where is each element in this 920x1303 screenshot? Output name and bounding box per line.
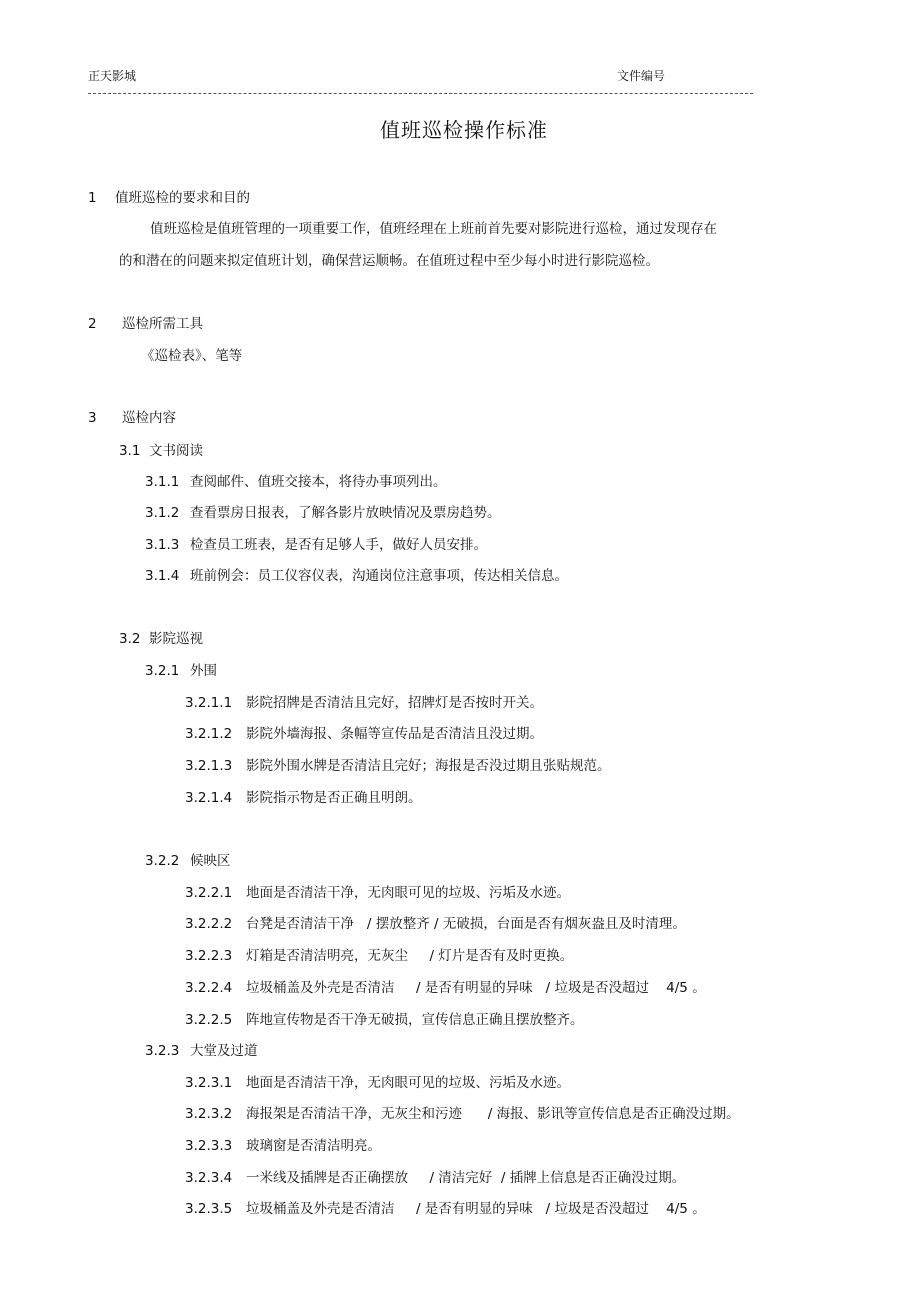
list-item-text: 阵地宣传物是否干净无破损，宣传信息正确且摆放整齐。 — [246, 1012, 584, 1028]
doc-number-label: 文件编号 — [617, 69, 666, 83]
list-item-text: 查看票房日报表，了解各影片放映情况及票房趋势。 — [190, 505, 501, 521]
list-item-text: 班前例会：员工仪容仪表，沟通岗位注意事项，传达相关信息。 — [190, 568, 568, 584]
list-item-number: 3.2.1.2 — [185, 726, 233, 742]
list-item-number: 3.2.1.3 — [185, 758, 233, 774]
list-item-number: 3.2.1.4 — [185, 790, 233, 806]
list-item-number: 3.2.3.5 — [185, 1201, 233, 1217]
list-item-number: 3.1.2 — [145, 505, 180, 521]
list-item-text: 玻璃窗是否清洁明亮。 — [246, 1138, 381, 1154]
list-item-number: 3.2.2.4 — [185, 980, 233, 996]
list-item-text: 检查员工班表，是否有足够人手，做好人员安排。 — [190, 537, 487, 553]
list-item-number: 3.1.3 — [145, 537, 180, 553]
list-item-text: 影院指示物是否正确且明朗。 — [246, 790, 422, 806]
list-item-number: 3.1.4 — [145, 568, 180, 584]
list-item-number: 3.2.3.3 — [185, 1138, 233, 1154]
list-item-text: 影院外围水牌是否清洁且完好；海报是否没过期且张贴规范。 — [246, 758, 611, 774]
page-title: 值班巡检操作标准 — [380, 118, 548, 142]
list-item-number: 3.2.3.1 — [185, 1075, 233, 1091]
list-item-text: 地面是否清洁干净，无肉眼可见的垃圾、污垢及水迹。 — [246, 1075, 570, 1091]
list-item-text: 垃圾桶盖及外壳是否清洁 / 是否有明显的异味 / 垃圾是否没超过 4/5 。 — [246, 1201, 706, 1217]
section-3-2-3-number: 3.2.3 — [145, 1043, 180, 1059]
list-item-text: 海报架是否清洁干净，无灰尘和污迹 / 海报、影讯等宣传信息是否正确没过期。 — [246, 1106, 740, 1122]
section-3-2-2-heading: 候映区 — [190, 853, 231, 869]
section-1-number: 1 — [88, 190, 97, 206]
section-3-heading: 巡检内容 — [122, 410, 176, 426]
section-3-2-number: 3.2 — [119, 631, 141, 647]
section-1-heading: 值班巡检的要求和目的 — [115, 190, 250, 206]
list-item-number: 3.2.2.1 — [185, 885, 233, 901]
list-item-number: 3.2.2.3 — [185, 948, 233, 964]
list-item-text: 台凳是否清洁干净 / 摆放整齐 / 无破损，台面是否有烟灰盎且及时清理。 — [246, 916, 686, 932]
section-3-2-3-heading: 大堂及过道 — [190, 1043, 258, 1059]
list-item-text: 灯箱是否清洁明亮，无灰尘 / 灯片是否有及时更换。 — [246, 948, 574, 964]
section-2-heading: 巡检所需工具 — [122, 316, 203, 332]
list-item-number: 3.2.3.4 — [185, 1170, 233, 1186]
section-3-2-2-number: 3.2.2 — [145, 853, 180, 869]
section-2-number: 2 — [88, 316, 97, 332]
list-item-text: 地面是否清洁干净，无肉眼可见的垃圾、污垢及水迹。 — [246, 885, 570, 901]
list-item-number: 3.1.1 — [145, 474, 180, 490]
list-item-number: 3.2.2.5 — [185, 1012, 233, 1028]
list-item-text: 查阅邮件、值班交接本，将待办事项列出。 — [190, 474, 447, 490]
list-item-text: 影院招牌是否清洁且完好，招牌灯是否按时开关。 — [246, 695, 543, 711]
section-1-paragraph-line1: 值班巡检是值班管理的一项重要工作，值班经理在上班前首先要对影院进行巡检，通过发现存在 — [150, 221, 717, 237]
section-3-number: 3 — [88, 410, 97, 426]
section-3-2-heading: 影院巡视 — [149, 631, 203, 647]
section-2-body: 《巡检表》、笔等 — [141, 348, 243, 364]
section-1-paragraph-line2: 的和潜在的问题来拟定值班计划，确保营运顺畅。在值班过程中至少每小时进行影院巡检。 — [119, 253, 659, 269]
header-divider — [88, 93, 753, 94]
list-item-text: 垃圾桶盖及外壳是否清洁 / 是否有明显的异味 / 垃圾是否没超过 4/5 。 — [246, 980, 706, 996]
list-item-number: 3.2.3.2 — [185, 1106, 233, 1122]
section-3-2-1-heading: 外围 — [190, 663, 217, 679]
section-3-1-heading: 文书阅读 — [149, 443, 203, 459]
list-item-text: 一米线及插牌是否正确摆放 / 清洁完好 / 插牌上信息是否正确没过期。 — [246, 1170, 686, 1186]
list-item-text: 影院外墙海报、条幅等宣传品是否清洁且没过期。 — [246, 726, 543, 742]
section-3-1-number: 3.1 — [119, 443, 141, 459]
list-item-number: 3.2.2.2 — [185, 916, 233, 932]
list-item-number: 3.2.1.1 — [185, 695, 233, 711]
company-name: 正天影城 — [88, 69, 137, 83]
section-3-2-1-number: 3.2.1 — [145, 663, 180, 679]
